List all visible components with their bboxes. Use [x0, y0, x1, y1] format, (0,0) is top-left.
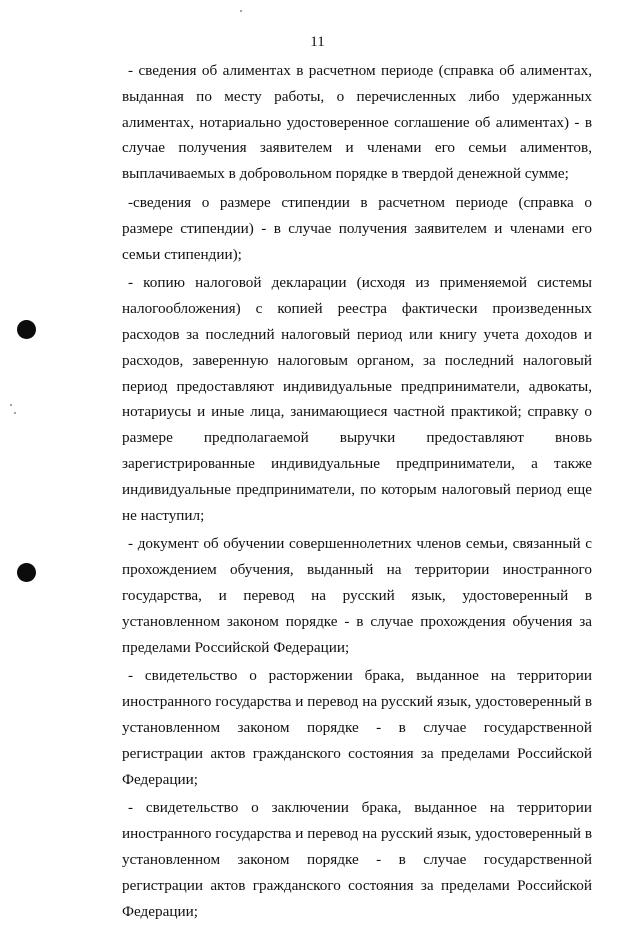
punch-hole-bottom: [17, 563, 36, 582]
scan-speck: [240, 10, 242, 12]
page-number: 11: [310, 34, 325, 50]
punch-hole-top: [17, 320, 36, 339]
paragraph-divorce-certificate: - свидетельство о расторжении брака, выданное на территории иностранного государства и перевод на русский язык, удостоверенный в установленном законом порядке - в случае государственной регистрации актов гражданского состояния за пределами Российской Федерации;: [122, 667, 592, 788]
paragraph-marriage-certificate: - свидетельство о заключении брака, выданное на территории иностранного государства и перевод на русский язык, удостоверенный в установленном законом порядке - в случае государственной регистрации актов гражданского состояния за пределами Российской Федерации;: [122, 799, 592, 920]
paragraph-alimony: - сведения об алиментах в расчетном периоде (справка об алиментах, выданная по месту работы, о перечисленных либо удержанных алиментах, нотариально удостоверенное соглашение об алиментах) - в случае получения заявителем и членами его семьи алиментов, выплачиваемых в добровольном порядке в твердой денежной сумме;: [122, 62, 592, 183]
paragraph-tax-declaration: - копию налоговой декларации (исходя из применяемой системы налогообложения) с копией реестра фактически произведенных расходов за последний налоговый период или книгу учета доходов и расходов, заверенную налоговым органом, за последний налоговый период предоставляют индивидуальные предприниматели, адвокаты, нотариусы и иные лица, занимающиеся частной практикой; справку о размере предполагаемой выручки предоставляют вновь зарегистрированные индивидуальные предприниматели, а также индивидуальные предприниматели, по которым налоговый период еще не наступил;: [122, 274, 592, 524]
scan-speck: [10, 404, 12, 406]
paragraph-education-document: - документ об обучении совершеннолетних членов семьи, связанный с прохождением обучения, выданный на территории иностранного государства, и перевод на русский язык, удостоверенный в установленном законом порядке - в случае прохождения обучения за пределами Российской Федерации;: [122, 535, 592, 656]
paragraph-stipend: -сведения о размере стипендии в расчетном периоде (справка о размере стипендии) - в случае получения заявителем и членами его семьи стипендии);: [122, 193, 592, 263]
scan-speck: [14, 412, 16, 414]
document-body: [122, 58, 592, 927]
